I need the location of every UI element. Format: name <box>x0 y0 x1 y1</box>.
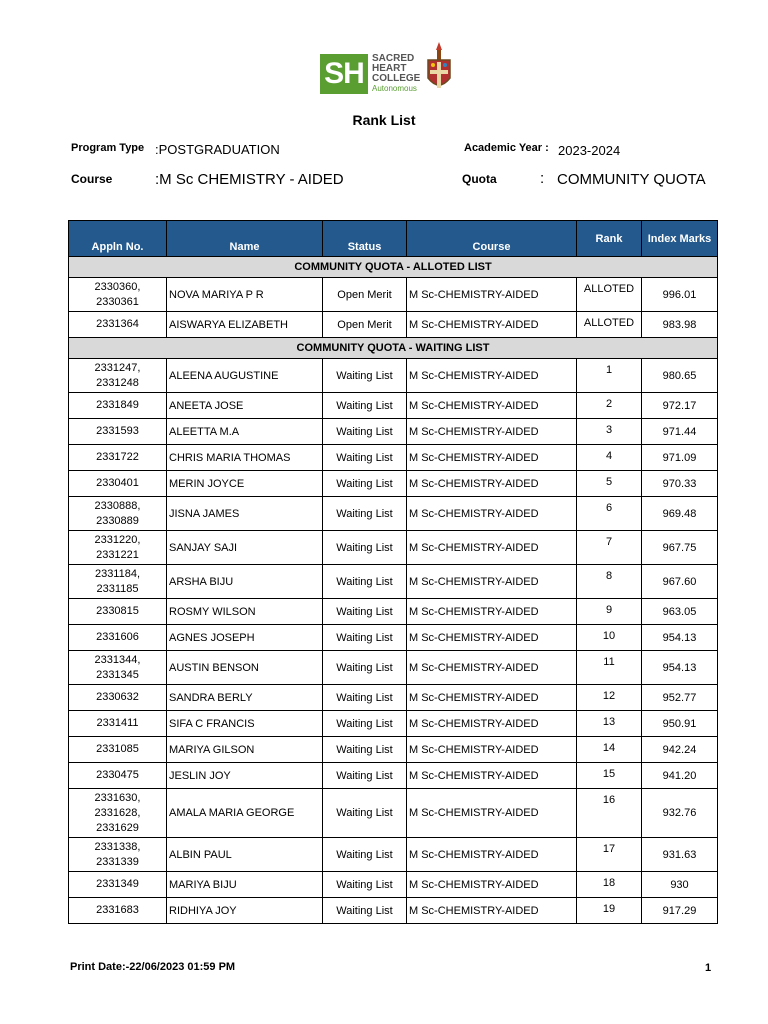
cell-appln-no <box>69 898 167 924</box>
cell-course: M Sc-CHEMISTRY-AIDED <box>407 565 577 599</box>
cell-course: M Sc-CHEMISTRY-AIDED <box>407 789 577 838</box>
cell-status: Waiting List <box>323 763 407 789</box>
cell-course: M Sc-CHEMISTRY-AIDED <box>407 763 577 789</box>
cell-course: M Sc-CHEMISTRY-AIDED <box>407 625 577 651</box>
cell-rank: ALLOTED <box>577 312 642 338</box>
section-title: COMMUNITY QUOTA - ALLOTED LIST <box>69 257 718 278</box>
college-logo <box>320 40 455 98</box>
table-row <box>69 838 718 872</box>
cell-course: M Sc-CHEMISTRY-AIDED <box>407 497 577 531</box>
appln-no-line: 2330361 <box>96 295 139 308</box>
cell-appln-no <box>69 312 167 338</box>
cell-course: M Sc-CHEMISTRY-AIDED <box>407 838 577 872</box>
allotted-list-section <box>69 257 718 278</box>
cell-name: CHRIS MARIA THOMAS <box>167 445 323 471</box>
table-row <box>69 497 718 531</box>
cell-appln-no <box>69 445 167 471</box>
cell-name: MARIYA BIJU <box>167 872 323 898</box>
cell-status: Waiting List <box>323 872 407 898</box>
cell-index-marks: 954.13 <box>642 625 718 651</box>
table-row <box>69 789 718 838</box>
table-row <box>69 393 718 419</box>
cell-status: Open Merit <box>323 312 407 338</box>
cell-name: AISWARYA ELIZABETH <box>167 312 323 338</box>
cell-rank: 5 <box>577 471 642 497</box>
logo-wordmark <box>372 54 420 94</box>
cell-rank: 12 <box>577 685 642 711</box>
table-row <box>69 565 718 599</box>
cell-appln-no <box>69 471 167 497</box>
table-row <box>69 359 718 393</box>
appln-no-line: 2331349 <box>96 878 139 890</box>
appln-no-line: 2330360, <box>94 280 141 293</box>
cell-course: M Sc-CHEMISTRY-AIDED <box>407 898 577 924</box>
cell-index-marks: 967.60 <box>642 565 718 599</box>
cell-rank: 15 <box>577 763 642 789</box>
cell-appln-no <box>69 711 167 737</box>
cell-course: M Sc-CHEMISTRY-AIDED <box>407 445 577 471</box>
header-appln-no: Appln No. <box>69 221 167 257</box>
cell-status: Waiting List <box>323 445 407 471</box>
table-row <box>69 872 718 898</box>
cell-name: SANJAY SAJI <box>167 531 323 565</box>
table-header <box>69 221 718 257</box>
cell-course: M Sc-CHEMISTRY-AIDED <box>407 531 577 565</box>
academic-year-label: Academic Year : <box>464 142 549 154</box>
cell-appln-no <box>69 763 167 789</box>
header-index-marks: Index Marks <box>642 221 718 257</box>
cell-status: Waiting List <box>323 711 407 737</box>
cell-status: Waiting List <box>323 531 407 565</box>
table-row <box>69 685 718 711</box>
table-row <box>69 711 718 737</box>
logo-initials: SH <box>320 54 368 94</box>
waiting-list-section <box>69 338 718 359</box>
cell-index-marks: 941.20 <box>642 763 718 789</box>
cell-rank: 8 <box>577 565 642 599</box>
appln-no-line: 2331220, <box>94 533 141 546</box>
table-row <box>69 898 718 924</box>
cell-index-marks: 952.77 <box>642 685 718 711</box>
table-row <box>69 651 718 685</box>
cell-name: SANDRA BERLY <box>167 685 323 711</box>
page-title: Rank List <box>352 112 416 128</box>
cell-index-marks: 942.24 <box>642 737 718 763</box>
cell-name: ALBIN PAUL <box>167 838 323 872</box>
program-type-value: :POSTGRADUATION <box>155 142 280 157</box>
cell-name: ARSHA BIJU <box>167 565 323 599</box>
cell-name: JISNA JAMES <box>167 497 323 531</box>
cell-status: Waiting List <box>323 625 407 651</box>
cell-rank: 18 <box>577 872 642 898</box>
cell-rank: 19 <box>577 898 642 924</box>
appln-no-line: 2331085 <box>96 743 139 755</box>
table-row <box>69 312 718 338</box>
appln-no-line: 2331185 <box>96 582 139 595</box>
cell-index-marks: 969.48 <box>642 497 718 531</box>
cell-status: Waiting List <box>323 393 407 419</box>
cell-status: Waiting List <box>323 497 407 531</box>
cell-index-marks: 996.01 <box>642 278 718 312</box>
cell-appln-no <box>69 789 167 838</box>
cell-rank: 13 <box>577 711 642 737</box>
cell-rank: 9 <box>577 599 642 625</box>
quota-value: COMMUNITY QUOTA <box>557 171 706 188</box>
appln-no-line: 2331628, <box>94 806 141 819</box>
cell-index-marks: 972.17 <box>642 393 718 419</box>
crest-icon <box>424 40 454 96</box>
header-status: Status <box>323 221 407 257</box>
header-rank: Rank <box>577 221 642 257</box>
appln-no-line: 2331345 <box>96 668 139 681</box>
cell-name: NOVA MARIYA P R <box>167 278 323 312</box>
cell-status: Waiting List <box>323 599 407 625</box>
quota-colon: : <box>540 170 545 187</box>
cell-appln-no <box>69 599 167 625</box>
cell-appln-no <box>69 625 167 651</box>
course-value: :M Sc CHEMISTRY - AIDED <box>155 171 344 188</box>
appln-no-line: 2331364 <box>96 318 139 330</box>
cell-course: M Sc-CHEMISTRY-AIDED <box>407 471 577 497</box>
table-row <box>69 445 718 471</box>
appln-no-line: 2331630, <box>94 791 141 804</box>
cell-status: Waiting List <box>323 789 407 838</box>
cell-index-marks: 917.29 <box>642 898 718 924</box>
cell-index-marks: 963.05 <box>642 599 718 625</box>
cell-status: Open Merit <box>323 278 407 312</box>
cell-status: Waiting List <box>323 651 407 685</box>
cell-index-marks: 932.76 <box>642 789 718 838</box>
cell-name: JESLIN JOY <box>167 763 323 789</box>
appln-no-line: 2330401 <box>96 477 139 489</box>
logo-line3: COLLEGE <box>372 73 421 84</box>
cell-appln-no <box>69 838 167 872</box>
table-row <box>69 737 718 763</box>
cell-name: SIFA C FRANCIS <box>167 711 323 737</box>
appln-no-line: 2331338, <box>94 840 141 853</box>
cell-appln-no <box>69 393 167 419</box>
appln-no-line: 2331411 <box>96 717 139 729</box>
header-course: Course <box>407 221 577 257</box>
appln-no-line: 2331722 <box>96 451 139 463</box>
cell-index-marks: 930 <box>642 872 718 898</box>
cell-appln-no <box>69 497 167 531</box>
page-number: 1 <box>705 962 712 974</box>
cell-index-marks: 980.65 <box>642 359 718 393</box>
appln-no-line: 2331184, <box>94 567 141 580</box>
cell-appln-no <box>69 565 167 599</box>
cell-index-marks: 971.44 <box>642 419 718 445</box>
appln-no-line: 2330815 <box>96 605 139 617</box>
cell-index-marks: 970.33 <box>642 471 718 497</box>
academic-year-value: 2023-2024 <box>558 143 621 158</box>
cell-rank: 7 <box>577 531 642 565</box>
cell-status: Waiting List <box>323 737 407 763</box>
cell-appln-no <box>69 872 167 898</box>
cell-rank: 6 <box>577 497 642 531</box>
cell-name: AUSTIN BENSON <box>167 651 323 685</box>
cell-rank: 4 <box>577 445 642 471</box>
cell-appln-no <box>69 278 167 312</box>
appln-no-line: 2331593 <box>96 425 139 437</box>
logo-line2: HEART <box>372 63 407 74</box>
cell-name: ROSMY WILSON <box>167 599 323 625</box>
cell-rank: 2 <box>577 393 642 419</box>
cell-status: Waiting List <box>323 565 407 599</box>
cell-course: M Sc-CHEMISTRY-AIDED <box>407 651 577 685</box>
cell-rank: 10 <box>577 625 642 651</box>
table-row <box>69 599 718 625</box>
cell-appln-no <box>69 419 167 445</box>
section-title: COMMUNITY QUOTA - WAITING LIST <box>69 338 718 359</box>
rank-table <box>68 220 718 924</box>
print-date: Print Date:-22/06/2023 01:59 PM <box>70 961 236 973</box>
cell-name: ANEETA JOSE <box>167 393 323 419</box>
appln-no-line: 2331849 <box>96 399 139 411</box>
cell-rank: 3 <box>577 419 642 445</box>
cell-appln-no <box>69 685 167 711</box>
cell-index-marks: 950.91 <box>642 711 718 737</box>
cell-rank: 16 <box>577 789 642 838</box>
cell-name: ALEENA AUGUSTINE <box>167 359 323 393</box>
cell-name: ALEETTA M.A <box>167 419 323 445</box>
table-row <box>69 625 718 651</box>
cell-appln-no <box>69 651 167 685</box>
cell-rank: 11 <box>577 651 642 685</box>
quota-label: Quota <box>462 172 497 186</box>
cell-status: Waiting List <box>323 685 407 711</box>
appln-no-line: 2331221 <box>96 548 139 561</box>
appln-no-line: 2331248 <box>96 376 139 389</box>
cell-course: M Sc-CHEMISTRY-AIDED <box>407 278 577 312</box>
cell-name: AGNES JOSEPH <box>167 625 323 651</box>
table-row <box>69 531 718 565</box>
cell-status: Waiting List <box>323 419 407 445</box>
cell-rank: 17 <box>577 838 642 872</box>
cell-rank: 14 <box>577 737 642 763</box>
cell-status: Waiting List <box>323 471 407 497</box>
appln-no-line: 2331247, <box>94 361 141 374</box>
table-row <box>69 278 718 312</box>
cell-appln-no <box>69 531 167 565</box>
appln-no-line: 2331344, <box>94 653 141 666</box>
cell-name: RIDHIYA JOY <box>167 898 323 924</box>
cell-index-marks: 954.13 <box>642 651 718 685</box>
cell-name: AMALA MARIA GEORGE <box>167 789 323 838</box>
cell-name: MARIYA GILSON <box>167 737 323 763</box>
cell-status: Waiting List <box>323 359 407 393</box>
cell-rank: 1 <box>577 359 642 393</box>
appln-no-line: 2331629 <box>96 821 139 834</box>
course-label: Course <box>71 172 113 186</box>
cell-course: M Sc-CHEMISTRY-AIDED <box>407 872 577 898</box>
cell-appln-no <box>69 359 167 393</box>
table-row <box>69 763 718 789</box>
table-row <box>69 471 718 497</box>
cell-index-marks: 931.63 <box>642 838 718 872</box>
cell-course: M Sc-CHEMISTRY-AIDED <box>407 419 577 445</box>
logo-line1: SACRED <box>372 53 415 64</box>
cell-appln-no <box>69 737 167 763</box>
cell-status: Waiting List <box>323 838 407 872</box>
appln-no-line: 2330475 <box>96 769 139 781</box>
appln-no-line: 2331683 <box>96 904 139 916</box>
cell-status: Waiting List <box>323 898 407 924</box>
cell-rank: ALLOTED <box>577 278 642 312</box>
cell-index-marks: 967.75 <box>642 531 718 565</box>
appln-no-line: 2330632 <box>96 691 139 703</box>
cell-course: M Sc-CHEMISTRY-AIDED <box>407 685 577 711</box>
cell-name: MERIN JOYCE <box>167 471 323 497</box>
logo-line4: Autonomous <box>372 84 417 93</box>
appln-no-line: 2330888, <box>94 499 141 512</box>
program-type-label: Program Type <box>71 142 145 154</box>
cell-index-marks: 983.98 <box>642 312 718 338</box>
cell-course: M Sc-CHEMISTRY-AIDED <box>407 359 577 393</box>
cell-course: M Sc-CHEMISTRY-AIDED <box>407 599 577 625</box>
table-row <box>69 419 718 445</box>
cell-course: M Sc-CHEMISTRY-AIDED <box>407 711 577 737</box>
cell-index-marks: 971.09 <box>642 445 718 471</box>
appln-no-line: 2330889 <box>96 514 139 527</box>
cell-course: M Sc-CHEMISTRY-AIDED <box>407 393 577 419</box>
cell-course: M Sc-CHEMISTRY-AIDED <box>407 312 577 338</box>
header-name: Name <box>167 221 323 257</box>
cell-course: M Sc-CHEMISTRY-AIDED <box>407 737 577 763</box>
appln-no-line: 2331339 <box>96 855 139 868</box>
appln-no-line: 2331606 <box>96 631 139 643</box>
